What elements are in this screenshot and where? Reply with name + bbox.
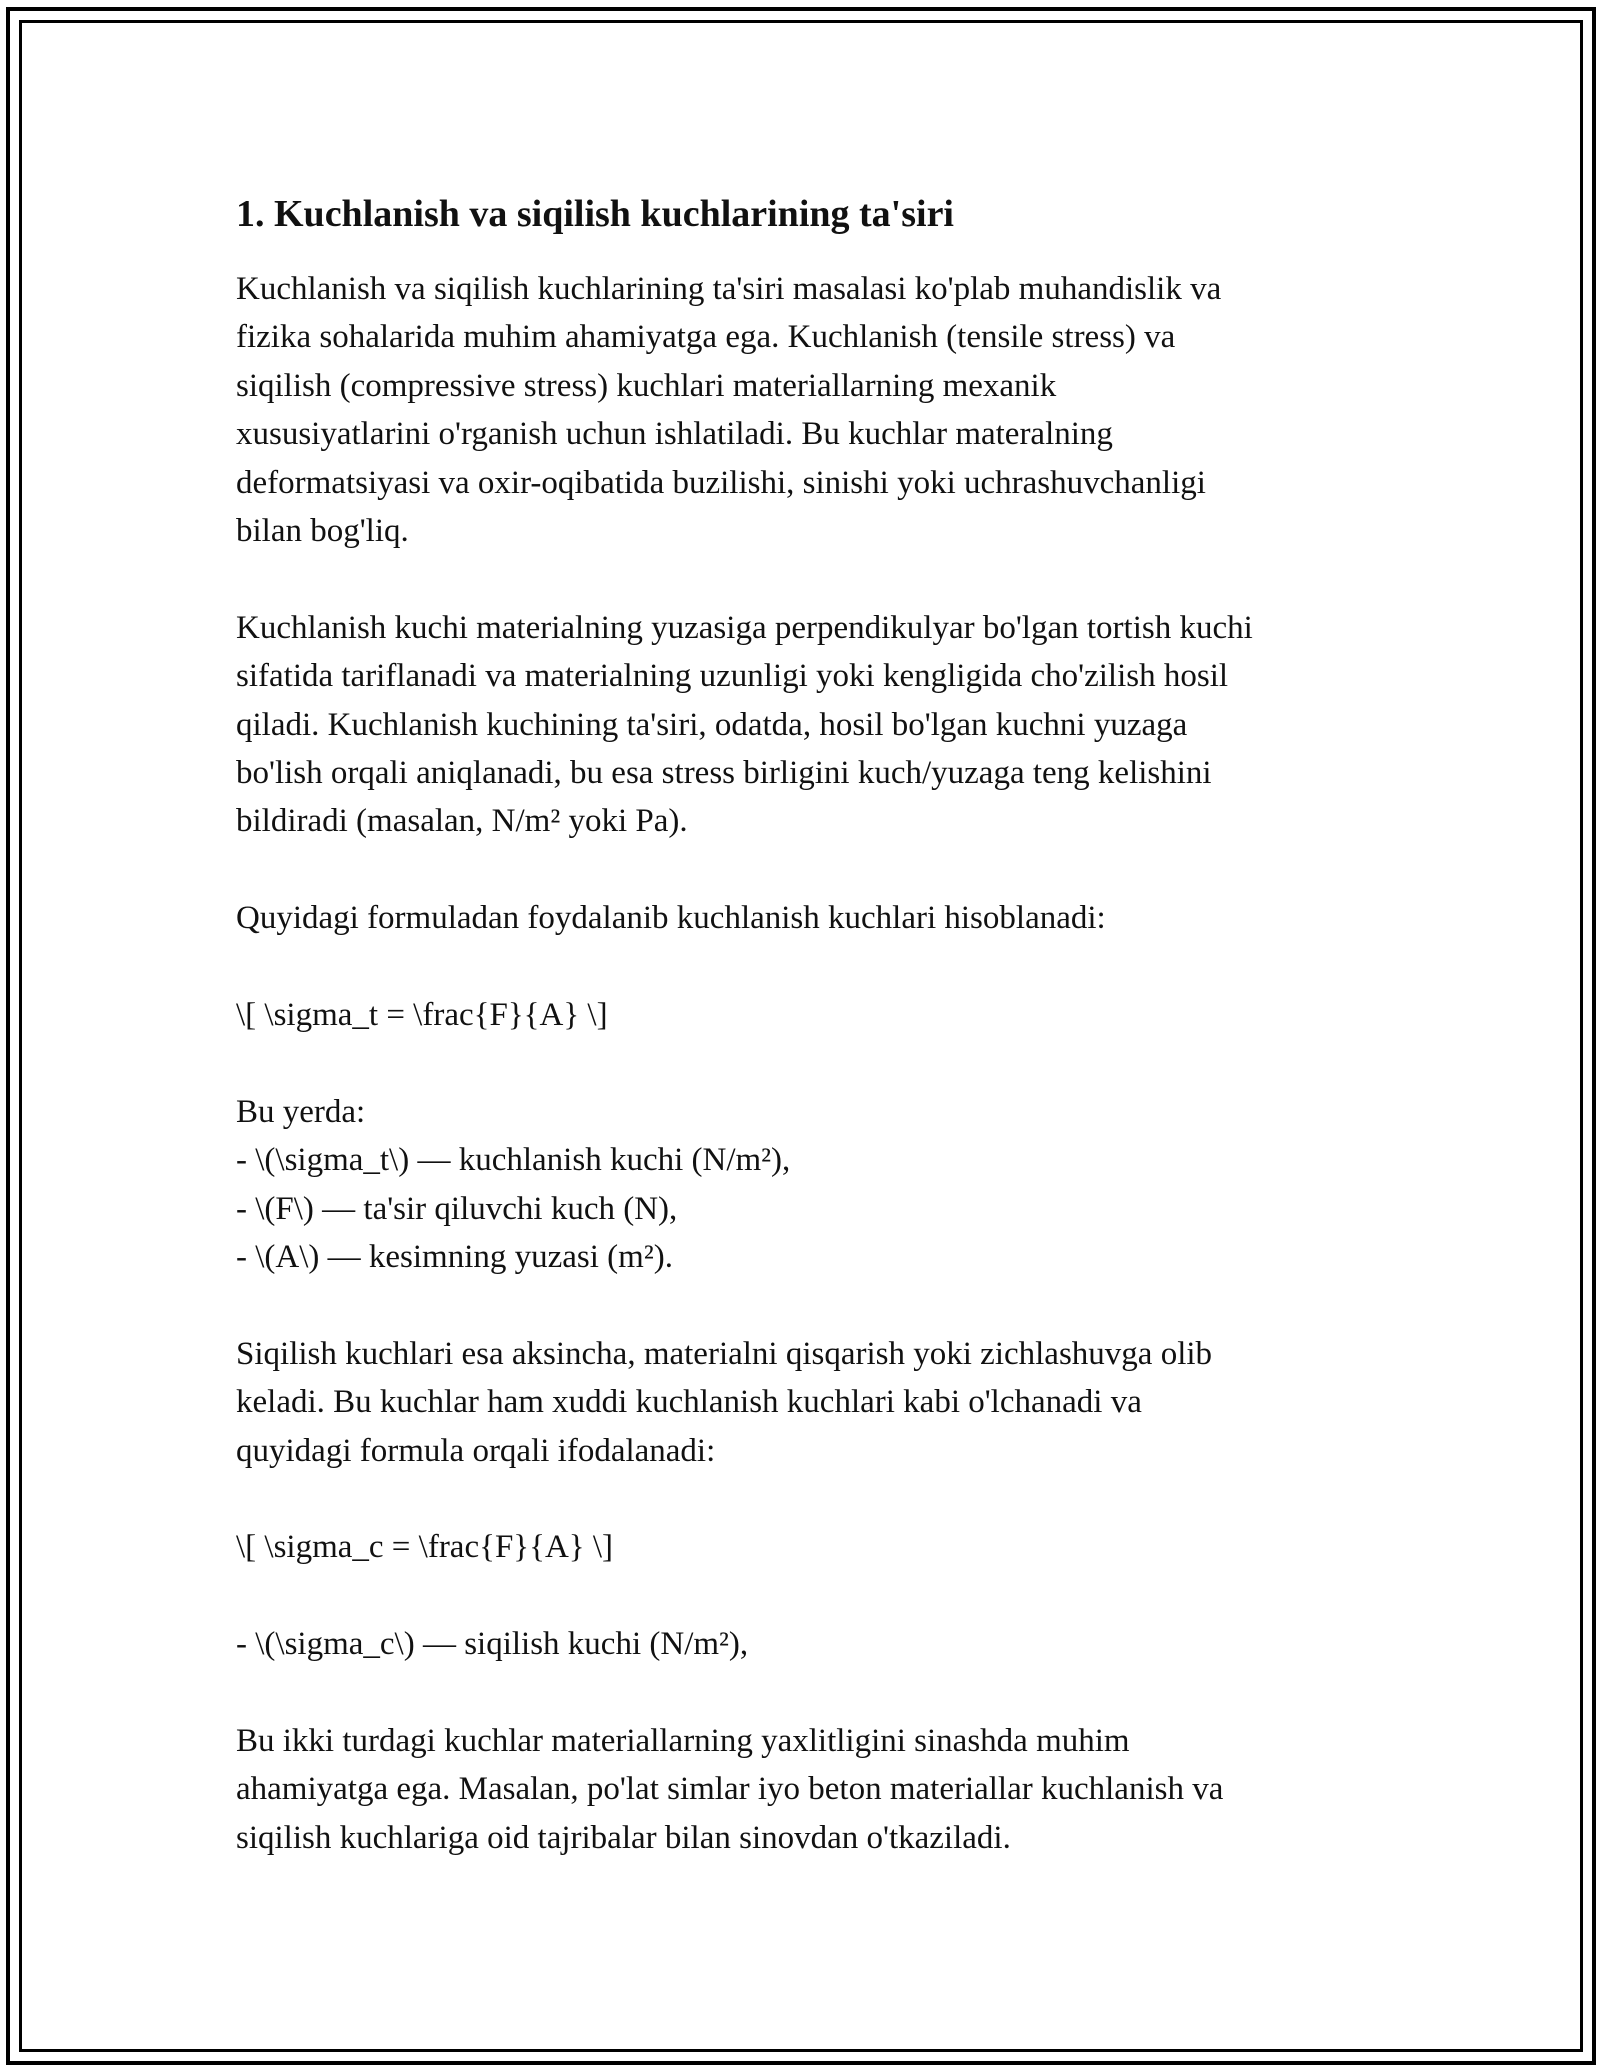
- paragraph-conclusion: [236, 1717, 1386, 1862]
- definition-line: Bu yerda:: [236, 1093, 366, 1130]
- text-line: qiladi. Kuchlanish kuchining ta'siri, odatda, hosil bo'lgan kuchni yuzaga: [236, 706, 1188, 743]
- definition-list: [236, 1088, 1386, 1282]
- text-line: xususiyatlarini o'rganish uchun ishlatiladi. Bu kuchlar materalning: [236, 416, 1113, 453]
- paragraph-tensile: [236, 604, 1386, 846]
- document-body: [236, 186, 1386, 1862]
- text-line: fizika sohalarida muhim ahamiyatga ega. Kuchlanish (tensile stress) va: [236, 319, 1176, 356]
- paragraph-intro: [236, 265, 1386, 555]
- text-line: keladi. Bu kuchlar ham xuddi kuchlanish kuchlari kabi o'lchanadi va: [236, 1384, 1142, 1421]
- text-line: bildiradi (masalan, N/m² yoki Pa).: [236, 803, 688, 840]
- text-line: quyidagi formula orqali ifodalanadi:: [236, 1432, 716, 1469]
- text-line: siqilish (compressive stress) kuchlari materiallarning mexanik: [236, 367, 1057, 404]
- text-line: sifatida tariflanadi va materialning uzunligi yoki kengligida cho'zilish hosil: [236, 658, 1229, 695]
- section-heading: 1. Kuchlanish va siqilish kuchlarining ta'siri: [236, 193, 954, 235]
- formula-compressive: \[ \sigma_c = \frac{F}{A} \]: [236, 1529, 614, 1566]
- definition-line: - \(F\) — ta'sir qiluvchi kuch (N),: [236, 1190, 678, 1227]
- formula-tensile: \[ \sigma_t = \frac{F}{A} \]: [236, 997, 608, 1034]
- definition-compressive: - \(\sigma_c\) — siqilish kuchi (N/m²),: [236, 1626, 749, 1663]
- text-line: bilan bog'liq.: [236, 513, 409, 550]
- text-line: Kuchlanish va siqilish kuchlarining ta'siri masalasi ko'plab muhandislik va: [236, 271, 1222, 307]
- text-line: siqilish kuchlariga oid tajribalar bilan sinovdan o'tkaziladi.: [236, 1819, 1011, 1856]
- text-line: Siqilish kuchlari esa aksincha, materialni qisqarish yoki zichlashuvga olib: [236, 1335, 1213, 1372]
- paragraph-compressive: [236, 1330, 1386, 1475]
- text-line: bo'lish orqali aniqlanadi, bu esa stress birligini kuch/yuzaga teng kelishini: [236, 755, 1212, 792]
- text-line: deformatsiyasi va oxir-oqibatida buzilishi, sinishi yoki uchrashuvchanligi: [236, 464, 1206, 501]
- text-line: Bu ikki turdagi kuchlar materiallarning yaxlitligini sinashda muhim: [236, 1723, 1130, 1760]
- definition-line: - \(\sigma_t\) — kuchlanish kuchi (N/m²),: [236, 1142, 791, 1179]
- definition-line: - \(A\) — kesimning yuzasi (m²).: [236, 1239, 673, 1276]
- paragraph-formula-intro: Quyidagi formuladan foydalanib kuchlanish kuchlari hisoblanadi:: [236, 900, 1106, 937]
- text-line: Kuchlanish kuchi materialning yuzasiga perpendikulyar bo'lgan tortish kuchi: [236, 609, 1253, 646]
- text-line: ahamiyatga ega. Masalan, po'lat simlar iyo beton materiallar kuchlanish va: [236, 1771, 1224, 1808]
